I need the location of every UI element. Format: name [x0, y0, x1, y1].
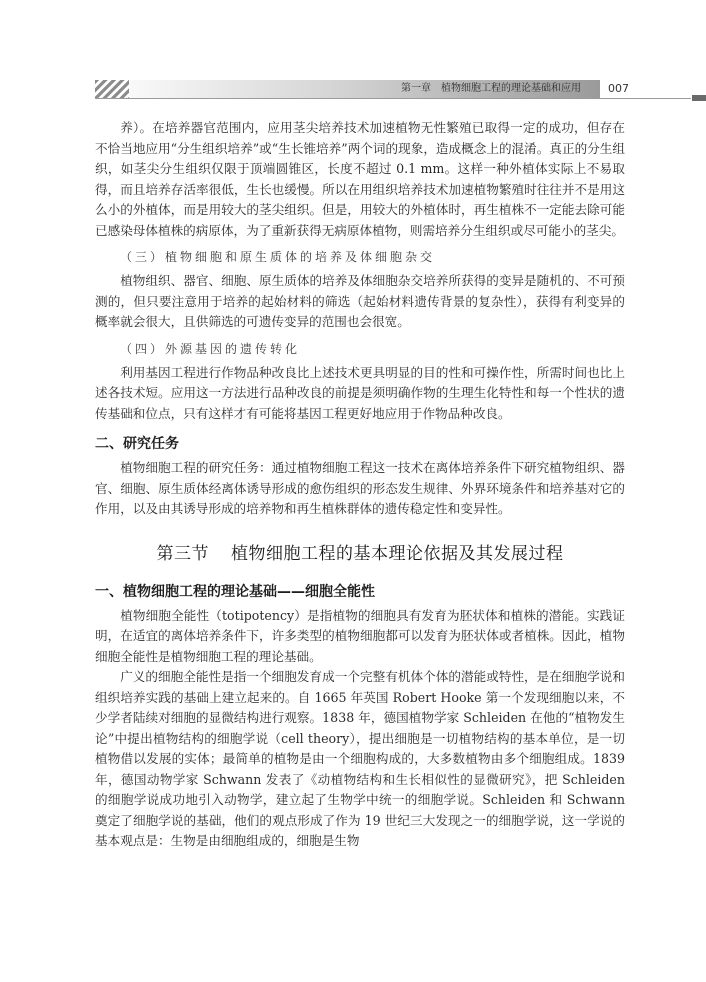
subheading-gene-transformation: （四）外源基因的遗传转化 — [120, 341, 301, 356]
section-title — [95, 542, 625, 566]
subheading-protoplast-culture: （三）植物细胞和原生质体的培养及体细胞杂交 — [120, 250, 436, 264]
page-content — [95, 118, 625, 852]
chapter-title: 植物细胞工程的理论基础和应用 — [441, 83, 581, 94]
header-rule — [95, 98, 691, 99]
running-header — [401, 82, 581, 96]
heading-totipotency: 一、植物细胞工程的理论基础——细胞全能性 — [95, 583, 375, 600]
paragraph-stem-tip-culture: 养）。在培养器官范围内，应用茎尖培养技术加速植物无性繁殖已取得一定的成功，但存在不恰当地应用“分生组织培养”或“生长锥培养”两个词的现象，造成概念上的混淆。真正的分生组织，如茎尖分生组织仅限于顶端圆锥区，长度不超过 0.1 mm。这样一种外植体实际上不易取得，而且培养存活率很低，生长也缓慢。所以在用组织培养技术加速植物繁殖时往往并不是用这么小的外植体，而是用较大的茎尖组织。但是，用较大的外植体时，再生植株不一定能去除可能已感染母体植株的病原体，为了重新获得无病原体植物，则需培养分生组织或尽可能小的茎尖。 — [95, 120, 625, 238]
chapter-label: 第一章 — [401, 83, 431, 94]
paragraph-research-tasks: 植物细胞工程的研究任务：通过植物细胞工程这一技术在离体培养条件下研究植物组织、器官、细胞、原生质体经离体诱导形成的愈伤组织的形态发生规律、外界环境条件和培养基对它的作用，以及由其诱导形成的培养物和再生植株群体的遗传稳定性和变异性。 — [95, 460, 625, 516]
paragraph-protoplast-culture: 植物组织、器官、细胞、原生质体的培养及体细胞杂交培养所获得的变异是随机的、不可预测的，但只要注意用于培养的起始材料的筛选（起始材料遗传背景的复杂性），获得有利变异的概率就会很大，且供筛选的可遗传变异的范围也会很宽。 — [95, 273, 625, 329]
paragraph-totipotency-definition: 植物细胞全能性（totipotency）是指植物的细胞具有发育为胚状体和植株的潜能。实践证明，在适宜的离体培养条件下，许多类型的植物细胞都可以发育为胚状体或者植株。因此，植物细胞全能性是植物细胞工程的理论基础。 — [95, 607, 625, 664]
section-number: 第三节 — [156, 543, 209, 564]
heading-research-tasks: 二、研究任务 — [95, 436, 179, 452]
header-stripe-decoration — [95, 80, 129, 98]
paragraph-gene-transformation: 利用基因工程进行作物品种改良比上述技术更具明显的目的性和可操作性，所需时间也比上述各技术短。应用这一方法进行品种改良的前提是须明确作物的生理生化特性和每一个性状的遗传基础和位点，只有这样才有可能将基因工程更好地应用于作物品种改良。 — [95, 364, 625, 421]
paragraph-cell-theory-history: 广义的细胞全能性是指一个细胞发育成一个完整有机体个体的潜能或特性，是在细胞学说和组织培养实践的基础上建立起来的。自 1665 年英国 Robert Hooke 第一个发现细胞以来，不少学者陆续对细胞的显微结构进行观察。1838 年，德国植物学家 Schleiden 在他的“植物发生论”中提出植物结构的细胞学说（cell theory），提出细胞是一切植物结构的基本单位，是一切植物借以发展的实体；最简单的植物是由一个细胞构成的，大多数植物由多个细胞组成。1839 年，德国动物学家 Schwann 发表了《动植物结构和生长相似性的显微研究》，把 Schleiden 的细胞学说成功地引入动物学，建立起了生物学中统一的细胞学说。Schleiden 和 Schwann 奠定了细胞学说的基础，他们的观点形成了作为 19 世纪三大发现之一的细胞学说，这一学说的基本观点是：生物是由细胞组成的，细胞是生物 — [95, 669, 625, 848]
header-edge-tab — [692, 95, 706, 101]
page-number: 007 — [608, 82, 629, 95]
section-title-text: 植物细胞工程的基本理论依据及其发展过程 — [231, 543, 564, 564]
